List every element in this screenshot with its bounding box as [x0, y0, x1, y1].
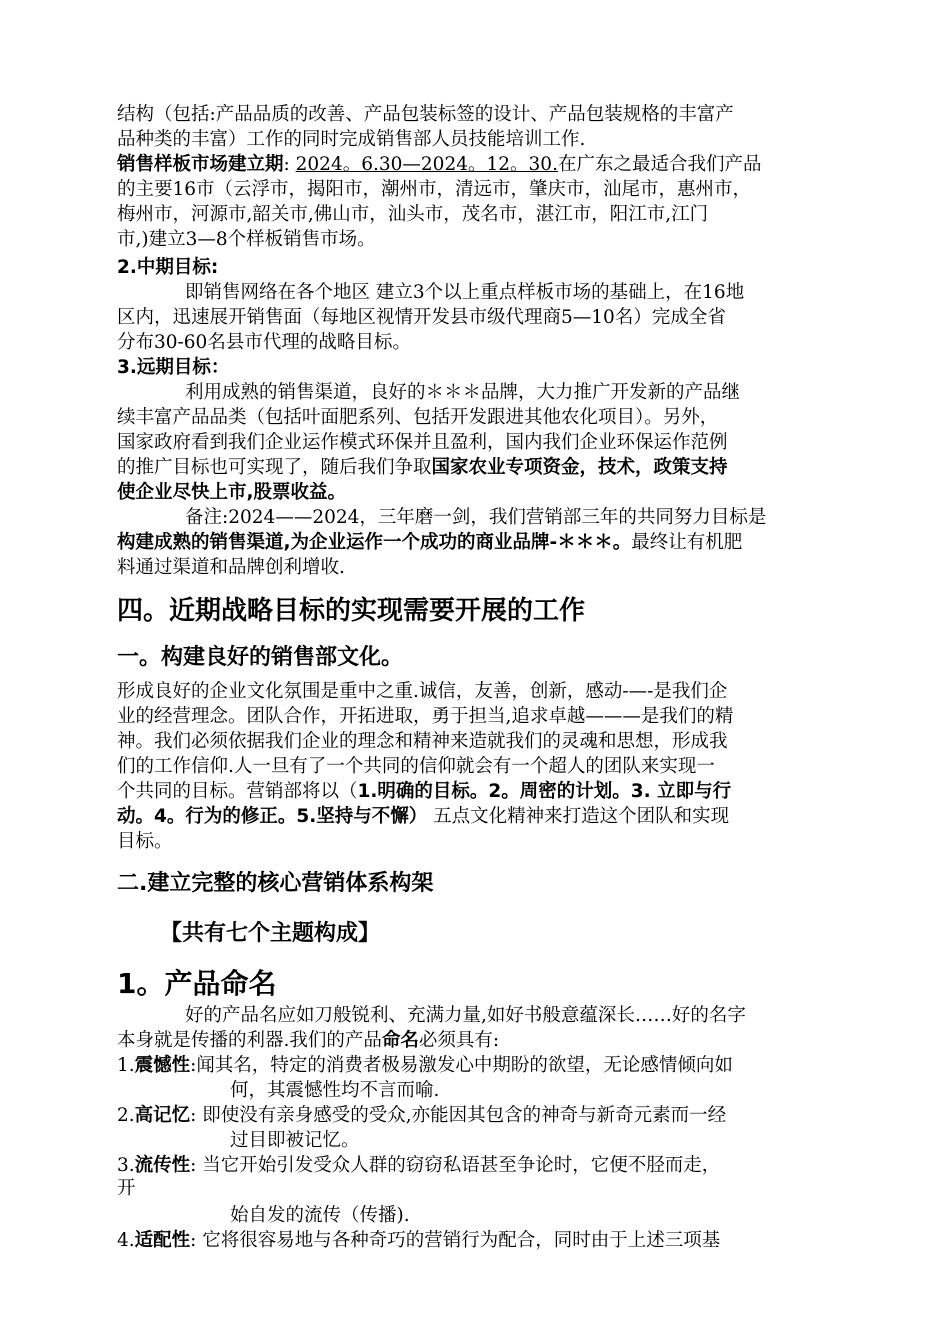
note-line: 料通过渠道和品牌创利增收.	[117, 557, 345, 578]
paragraph-line	[117, 780, 731, 804]
note-line: 备注:2024——2024，三年磨一剑，我们营销部三年的共同努力目标是	[185, 507, 767, 528]
list-item	[117, 1229, 720, 1253]
text-span: 的推广目标也可实现了，随后我们争取	[117, 457, 432, 478]
sample-market-label: 销售样板市场建立期	[117, 154, 284, 175]
bold-span: 动。4。行为的修正。5.坚持与不懈）	[117, 806, 428, 827]
theme-count-title: 【共有七个主题构成】	[160, 921, 381, 946]
item-text: : 它将很容易地与各种奇巧的营销行为配合，同时由于上述三项基	[190, 1230, 721, 1251]
item-number: 1.	[117, 1055, 135, 1076]
item-number: 3.	[117, 1155, 135, 1176]
paragraph-line: 续丰富产品品类（包括叶面肥系列、包括开发跟进其他农化项目）。另外，	[117, 407, 719, 428]
list-item-wrap: 开	[117, 1178, 136, 1199]
list-item-continuation: 始自发的流传（传播).	[230, 1205, 410, 1226]
paragraph-line: 分布30-60名县市代理的战略目标。	[117, 332, 411, 353]
text-span: 个共同的目标。营销部将以（	[117, 781, 358, 802]
subsection-title: 一。构建良好的销售部文化。	[117, 645, 404, 670]
paragraph-line: 结构（包括:产品品质的改善、产品包装标签的设计、产品包装规格的丰富产	[117, 104, 734, 125]
bold-span: 构建成熟的销售渠道,为企业运作一个成功的商业品牌-＊＊＊。	[117, 532, 632, 553]
item-term: 震憾性	[134, 1055, 191, 1076]
bold-span: 国家农业专项资金，技术，政策支持	[431, 457, 728, 478]
text-span: 最终让有机肥	[631, 532, 743, 553]
product-naming-title: 1。产品命名	[117, 967, 277, 1000]
item-text: : 当它开始引发受众人群的窃窃私语甚至争论时，它便不胫而走，	[190, 1155, 721, 1176]
subsection-title: 二.建立完整的核心营销体系构架	[117, 871, 434, 896]
colon: :	[283, 154, 290, 175]
paragraph-line: 神。我们必须依据我们企业的理念和精神来造就我们的灵魂和思想，形成我	[117, 731, 728, 752]
paragraph-line: 区内，迅速展开销售面（每地区视情开发县市级代理商5—10名）完成全省	[117, 307, 726, 328]
section-title: 四。近期战略目标的实现需要开展的工作	[117, 596, 586, 626]
list-item-continuation: 过目即被记忆。	[230, 1130, 360, 1151]
mid-term-heading: 2.中期目标:	[117, 257, 219, 278]
paragraph-line: 好的产品名应如刀般锐利、充满力量,如好书般意蕴深长……好的名字	[185, 1005, 746, 1026]
list-item	[117, 1104, 726, 1128]
note-line	[117, 531, 742, 555]
item-number: 4.	[117, 1230, 135, 1251]
item-term: 高记忆	[134, 1105, 191, 1126]
text-span: 必须具有:	[418, 1030, 500, 1051]
paragraph-line	[117, 805, 729, 829]
bold-span: 1.明确的目标。2。周密的计划。3. 立即与行	[357, 781, 732, 802]
paragraph-line: 品种类的丰富）工作的同时完成销售部人员技能培训工作.	[117, 129, 586, 150]
paragraph-line: 市,)建立3—8个样板销售市场。	[117, 229, 376, 250]
list-item-continuation: 何，其震憾性均不言而喻.	[230, 1080, 440, 1101]
sample-market-text: 在广东之最适合我们产品	[557, 154, 762, 175]
paragraph-line: 们的工作信仰.人一旦有了一个共同的信仰就会有一个超人的团队来实现一	[117, 756, 715, 777]
item-term: 流传性	[134, 1155, 191, 1176]
item-text: :闻其名，特定的消费者极易激发心中期盼的欲望，无论感情倾向如	[190, 1055, 733, 1076]
item-number: 2.	[117, 1105, 135, 1126]
paragraph-line	[117, 456, 728, 480]
long-term-heading: 3.远期目标：	[117, 357, 230, 378]
paragraph-line: 梅州市，河源市,韶关市,佛山市，汕头市，茂名市，湛江市，阳江市,江门	[117, 204, 709, 225]
list-item	[117, 1154, 720, 1178]
item-term: 适配性	[134, 1230, 191, 1251]
item-text: : 即使没有亲身感受的受众,亦能因其包含的神奇与新奇元素而一经	[190, 1105, 727, 1126]
paragraph-line: 目标。	[117, 831, 173, 852]
paragraph-line: 利用成熟的销售渠道，良好的＊＊＊品牌，大力推广开发新的产品继	[185, 382, 741, 403]
bold-span: 命名	[381, 1030, 419, 1051]
paragraph-line: 的主要16市（云浮市，揭阳市，潮州市，清远市，肇庆市，汕尾市，惠州市，	[117, 179, 752, 200]
sample-market-dates: 2024。6.30—2024。12。30.	[295, 154, 558, 175]
paragraph-line: 形成良好的企业文化氛围是重中之重.诚信，友善，创新，感动-—-是我们企	[117, 681, 728, 702]
paragraph-line: 使企业尽快上市,股票收益。	[117, 482, 347, 503]
paragraph-line: 国家政府看到我们企业运作模式环保并且盈利，国内我们企业环保运作范例	[117, 432, 728, 453]
paragraph-line	[117, 1029, 499, 1053]
sample-market-line	[117, 153, 761, 177]
text-span: 本身就是传播的利器.我们的产品	[117, 1030, 382, 1051]
paragraph-line: 业的经营理念。团队合作，开拓进取，勇于担当,追求卓越———是我们的精	[117, 706, 734, 727]
paragraph-line: 即销售网络在各个地区 建立3个以上重点样板市场的基础上，在16地	[185, 282, 745, 303]
list-item	[117, 1054, 733, 1078]
text-span: 五点文化精神来打造这个团队和实现	[427, 806, 730, 827]
